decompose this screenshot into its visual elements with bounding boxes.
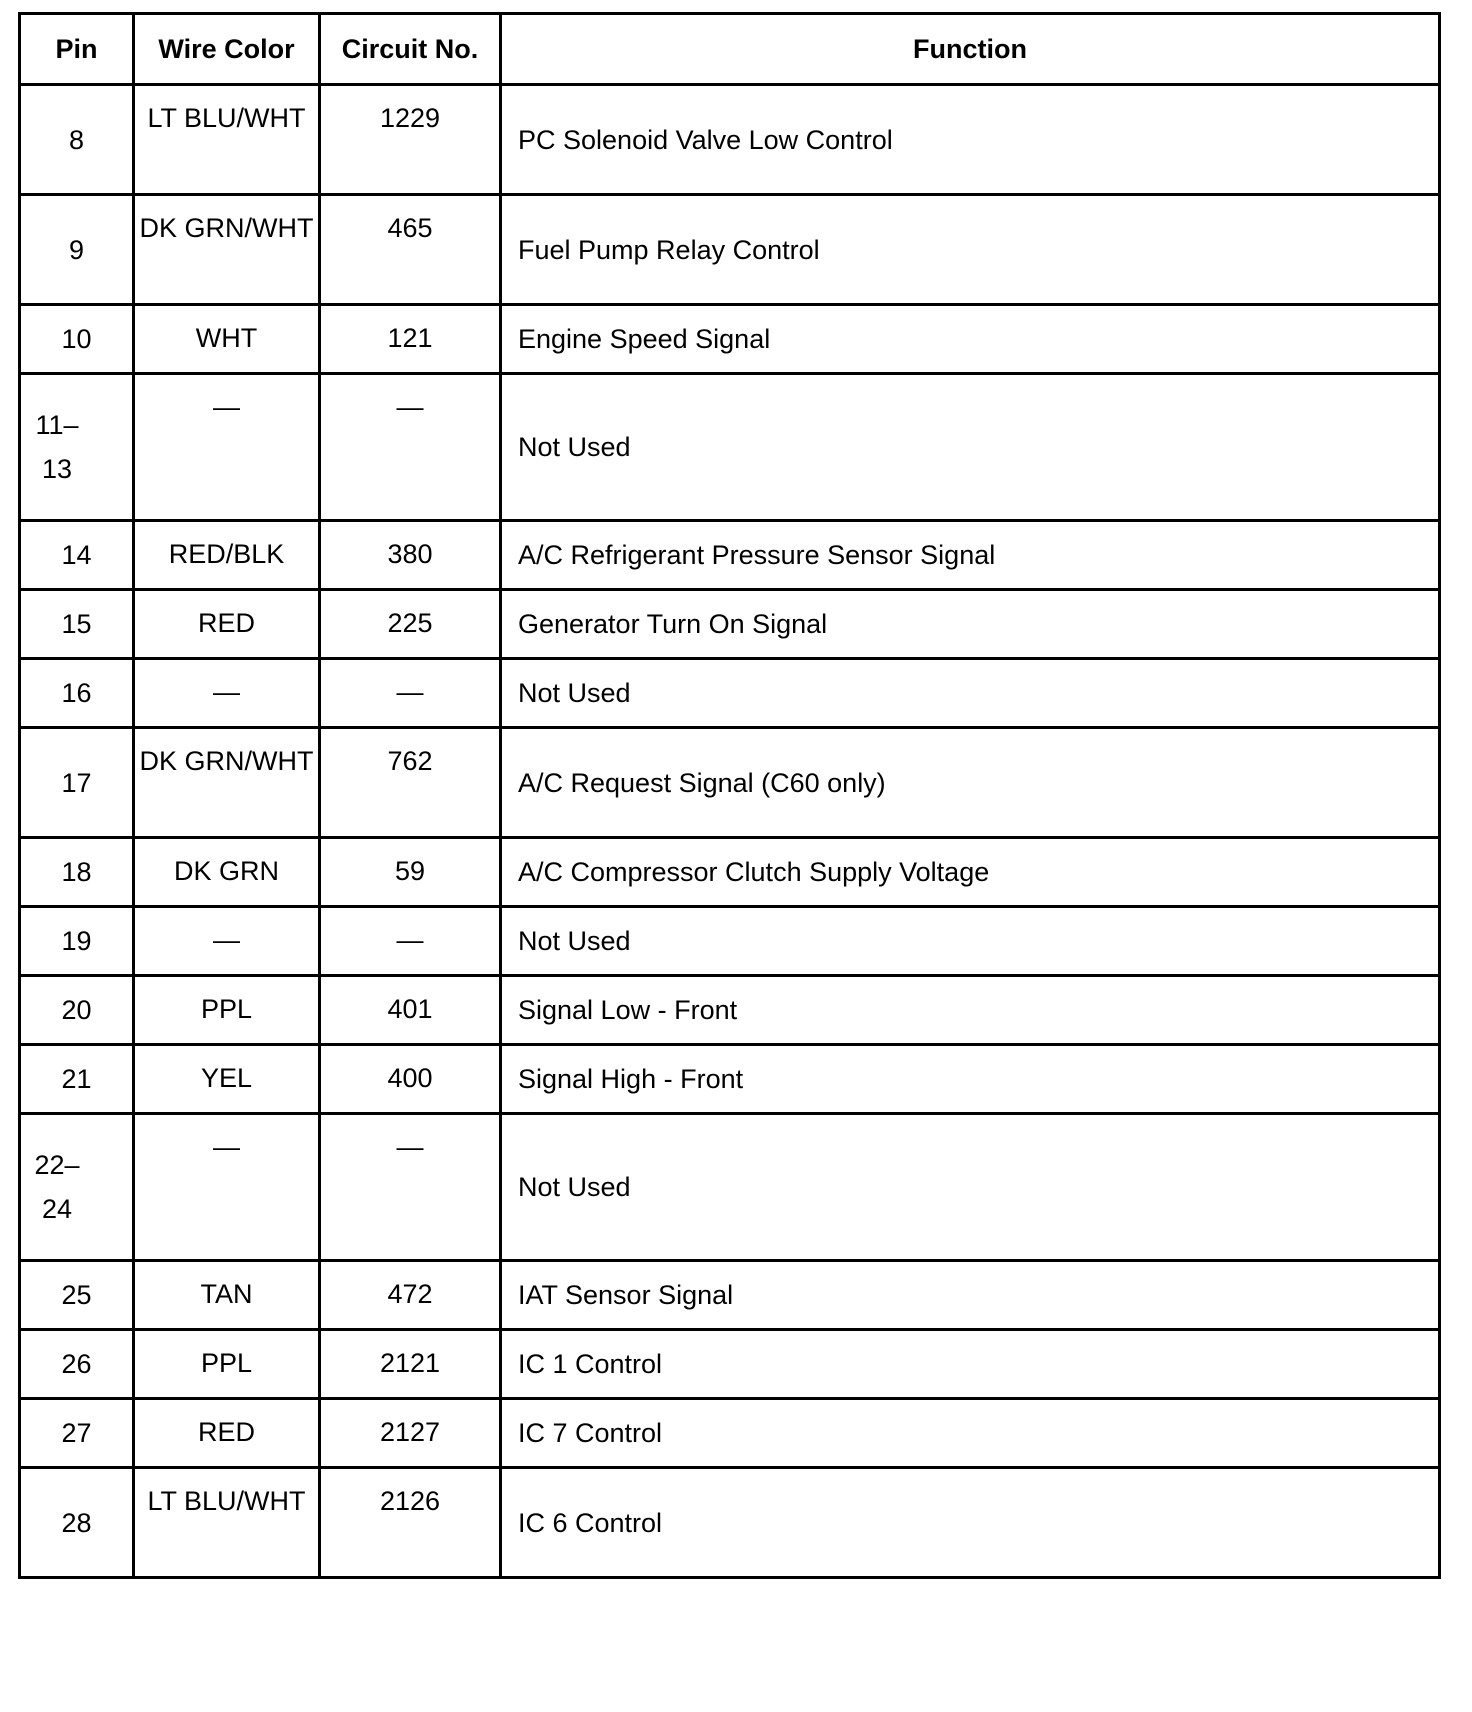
function-cell: PC Solenoid Valve Low Control: [501, 85, 1440, 195]
pin-cell-wrap: [20, 1114, 134, 1261]
function-cell: A/C Refrigerant Pressure Sensor Signal: [501, 521, 1440, 590]
table-row: [20, 976, 1440, 1045]
table-row: [20, 1261, 1440, 1330]
wire-color-cell: PPL: [134, 1330, 320, 1399]
table-row: [20, 195, 1440, 305]
header-function: Function: [501, 14, 1440, 85]
function-cell: IC 7 Control: [501, 1399, 1440, 1468]
pin-cell: 11–13: [35, 410, 79, 484]
function-cell: IC 6 Control: [501, 1468, 1440, 1578]
table-row: [20, 728, 1440, 838]
function-cell: Engine Speed Signal: [501, 305, 1440, 374]
function-cell: Not Used: [501, 659, 1440, 728]
circuit-no-cell: 400: [320, 1045, 501, 1114]
pin-cell: 17: [20, 728, 134, 838]
circuit-no-cell: 59: [320, 838, 501, 907]
circuit-no-cell: —: [320, 1114, 501, 1261]
circuit-no-cell: —: [320, 659, 501, 728]
connector-pinout-table: [18, 12, 1441, 1579]
circuit-no-cell: —: [320, 907, 501, 976]
pin-cell-wrap: [20, 374, 134, 521]
pin-cell: 8: [20, 85, 134, 195]
circuit-no-cell: 380: [320, 521, 501, 590]
pin-cell: 21: [20, 1045, 134, 1114]
pin-cell: 26: [20, 1330, 134, 1399]
header-circuit-no: Circuit No.: [320, 14, 501, 85]
wire-color-cell: DK GRN: [134, 838, 320, 907]
circuit-no-cell: 1229: [320, 85, 501, 195]
circuit-no-cell: 2127: [320, 1399, 501, 1468]
header-pin: Pin: [20, 14, 134, 85]
wire-color-cell: PPL: [134, 976, 320, 1045]
wire-color-cell: —: [134, 374, 320, 521]
table-row: [20, 1045, 1440, 1114]
function-cell: A/C Compressor Clutch Supply Voltage: [501, 838, 1440, 907]
function-cell: A/C Request Signal (C60 only): [501, 728, 1440, 838]
wire-color-cell: RED/BLK: [134, 521, 320, 590]
pin-cell: 20: [20, 976, 134, 1045]
pin-cell: 15: [20, 590, 134, 659]
wire-color-cell: DK GRN/WHT: [134, 728, 320, 838]
function-cell: Not Used: [501, 374, 1440, 521]
wire-color-cell: —: [134, 907, 320, 976]
function-cell: Generator Turn On Signal: [501, 590, 1440, 659]
circuit-no-cell: 465: [320, 195, 501, 305]
circuit-no-cell: 401: [320, 976, 501, 1045]
wire-color-cell: DK GRN/WHT: [134, 195, 320, 305]
function-cell: IAT Sensor Signal: [501, 1261, 1440, 1330]
table-row: [20, 374, 1440, 521]
pin-cell: 27: [20, 1399, 134, 1468]
pin-cell: 18: [20, 838, 134, 907]
pin-cell: 22–24: [34, 1150, 80, 1224]
wire-color-cell: RED: [134, 1399, 320, 1468]
pin-cell: 14: [20, 521, 134, 590]
circuit-no-cell: 121: [320, 305, 501, 374]
table-header-row: [20, 14, 1440, 85]
wire-color-cell: —: [134, 1114, 320, 1261]
function-cell: Signal Low - Front: [501, 976, 1440, 1045]
pin-cell: 10: [20, 305, 134, 374]
circuit-no-cell: 2126: [320, 1468, 501, 1578]
circuit-no-cell: 762: [320, 728, 501, 838]
table-row: [20, 85, 1440, 195]
circuit-no-cell: —: [320, 374, 501, 521]
wire-color-cell: LT BLU/WHT: [134, 1468, 320, 1578]
function-cell: Not Used: [501, 907, 1440, 976]
circuit-no-cell: 472: [320, 1261, 501, 1330]
wire-color-cell: TAN: [134, 1261, 320, 1330]
table-row: [20, 659, 1440, 728]
pin-cell: 16: [20, 659, 134, 728]
wire-color-cell: LT BLU/WHT: [134, 85, 320, 195]
table-row: [20, 305, 1440, 374]
header-wire-color: Wire Color: [134, 14, 320, 85]
pin-cell: 25: [20, 1261, 134, 1330]
table-row: [20, 590, 1440, 659]
table-row: [20, 1468, 1440, 1578]
wire-color-cell: —: [134, 659, 320, 728]
function-cell: Fuel Pump Relay Control: [501, 195, 1440, 305]
pin-cell: 19: [20, 907, 134, 976]
wire-color-cell: RED: [134, 590, 320, 659]
function-cell: IC 1 Control: [501, 1330, 1440, 1399]
function-cell: Signal High - Front: [501, 1045, 1440, 1114]
table-row: [20, 907, 1440, 976]
table-row: [20, 1330, 1440, 1399]
table-row: [20, 1399, 1440, 1468]
wire-color-cell: YEL: [134, 1045, 320, 1114]
table-row: [20, 838, 1440, 907]
table-row: [20, 521, 1440, 590]
circuit-no-cell: 2121: [320, 1330, 501, 1399]
circuit-no-cell: 225: [320, 590, 501, 659]
table-row: [20, 1114, 1440, 1261]
pin-cell: 28: [20, 1468, 134, 1578]
pin-cell: 9: [20, 195, 134, 305]
function-cell: Not Used: [501, 1114, 1440, 1261]
wire-color-cell: WHT: [134, 305, 320, 374]
